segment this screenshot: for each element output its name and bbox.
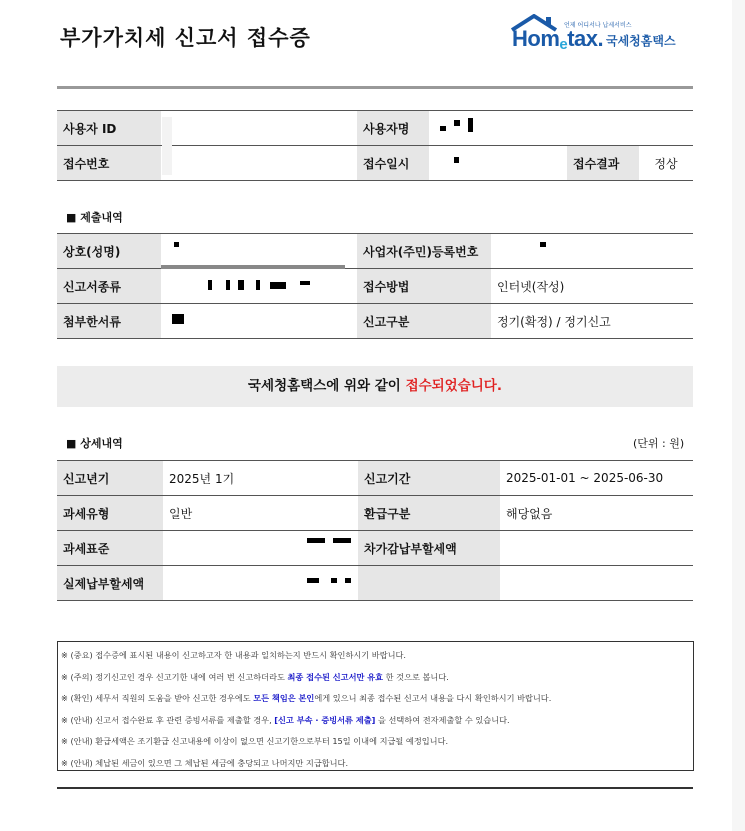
redaction-mark <box>208 280 212 290</box>
redaction-mark <box>270 282 286 289</box>
notes-box <box>57 641 694 771</box>
tax-base-value <box>163 531 358 566</box>
note-item: ※ (주의) 정기신고인 경우 신고기한 내에 여러 번 신고하더라도 최종 접수된 신고서만 유효 한 것으로 봅니다. <box>61 671 449 682</box>
redaction-mark <box>331 578 337 583</box>
form-type-label: 신고서종류 <box>57 269 161 304</box>
user-name-label: 사용자명 <box>357 111 429 146</box>
filing-type-label: 신고구분 <box>357 304 491 339</box>
note-item: ※ (안내) 신고서 접수완료 후 관련 증빙서류를 제출할 경우, [신고 부속 · 증빙서류 제출] 을 선택하여 전자제출할 수 있습니다. <box>61 714 510 725</box>
redaction-mark <box>345 578 351 583</box>
header-divider <box>57 86 693 89</box>
redaction-mark <box>333 538 351 543</box>
biz-reg-value <box>491 234 693 269</box>
term-label: 신고기간 <box>358 461 500 496</box>
redaction-mark <box>307 538 325 543</box>
method-value: 인터넷(작성) <box>491 269 693 304</box>
tax-type-value: 일반 <box>163 496 358 531</box>
redaction-mark <box>256 280 260 290</box>
page-title: 부가가치세 신고서 접수증 <box>60 26 311 50</box>
banner-text: 국세청홈택스에 위와 같이 <box>248 378 406 394</box>
attachments-value <box>161 304 357 339</box>
hometax-logo <box>508 14 688 54</box>
net-tax-label: 차가감납부할세액 <box>358 531 500 566</box>
period-value: 2025년 1기 <box>163 461 358 496</box>
receipt-no-value <box>161 146 357 181</box>
redaction-mark <box>454 157 459 163</box>
receipt-result-value: 정상 <box>639 146 693 181</box>
receipt-no-label: 접수번호 <box>57 146 161 181</box>
note-item: ※ (안내) 환급세액은 조기환급 신고내용에 이상이 없으면 신고기한으로부터 15일 이내에 지급될 예정입니다. <box>61 736 449 747</box>
net-tax-value <box>500 531 693 566</box>
method-label: 접수방법 <box>357 269 491 304</box>
actual-tax-value <box>163 566 358 601</box>
redaction-mark <box>172 314 184 324</box>
actual-tax-label: 실제납부할세액 <box>57 566 163 601</box>
note-item: ※ (안내) 체납된 세금이 있으면 그 체납된 세금에 충당되고 나머지만 지급합니다. <box>61 757 349 768</box>
receipt-info-table <box>57 110 693 181</box>
refund-label: 환급구분 <box>358 496 500 531</box>
note-item: ※ (중요) 접수증에 표시된 내용이 신고하고자 한 내용과 일치하는지 반드시 확인하시기 바랍니다. <box>61 650 407 660</box>
receipt-date-value <box>429 146 567 181</box>
attachments-label: 첨부한서류 <box>57 304 161 339</box>
logo-brand: Hometax. <box>512 26 604 53</box>
redaction-mark <box>454 120 460 126</box>
term-value: 2025-01-01 ~ 2025-06-30 <box>500 461 693 496</box>
receipt-result-label: 접수결과 <box>567 146 639 181</box>
trade-name-value <box>161 234 357 269</box>
period-label: 신고년기 <box>57 461 163 496</box>
redaction-mark <box>540 242 546 247</box>
detail-section-title: ■ 상세내역 <box>66 437 123 450</box>
receipt-date-label: 접수일시 <box>357 146 429 181</box>
redaction-mark <box>440 126 446 131</box>
redaction-bar <box>161 265 345 269</box>
redaction-mark <box>307 578 319 583</box>
logo-tagline: 언제 어디서나 납세서비스 <box>564 22 632 29</box>
confirmation-banner <box>57 366 693 407</box>
redaction-mark <box>238 280 244 290</box>
refund-value: 해당없음 <box>500 496 693 531</box>
filing-type-value: 정기(확정) / 정기신고 <box>491 304 693 339</box>
redaction-mark <box>226 280 230 290</box>
user-id-label: 사용자 ID <box>57 111 161 146</box>
tax-base-label: 과세표준 <box>57 531 163 566</box>
logo-korean-name: 국세청홈택스 <box>606 34 676 48</box>
footer-divider <box>57 787 693 789</box>
trade-name-label: 상호(성명) <box>57 234 161 269</box>
banner-highlight: 접수되었습니다. <box>405 378 502 394</box>
detail-table <box>57 460 693 601</box>
redaction-mark <box>300 281 310 285</box>
tax-type-label: 과세유형 <box>57 496 163 531</box>
redaction-mark <box>468 118 473 132</box>
note-item: ※ (확인) 세무서 직원의 도움을 받아 신고한 경우에도 모든 책임은 본인에게 있으니 최종 접수된 신고서 내용을 다시 확인하시기 바랍니다. <box>61 693 552 704</box>
redaction-blur <box>162 117 172 175</box>
submission-section-title: ■ 제출내역 <box>66 211 123 224</box>
user-id-value <box>161 111 357 146</box>
redaction-mark <box>174 242 179 247</box>
submission-table <box>57 233 693 339</box>
unit-label: (단위 : 원) <box>633 437 685 450</box>
biz-reg-label: 사업자(주민)등록번호 <box>357 234 491 269</box>
